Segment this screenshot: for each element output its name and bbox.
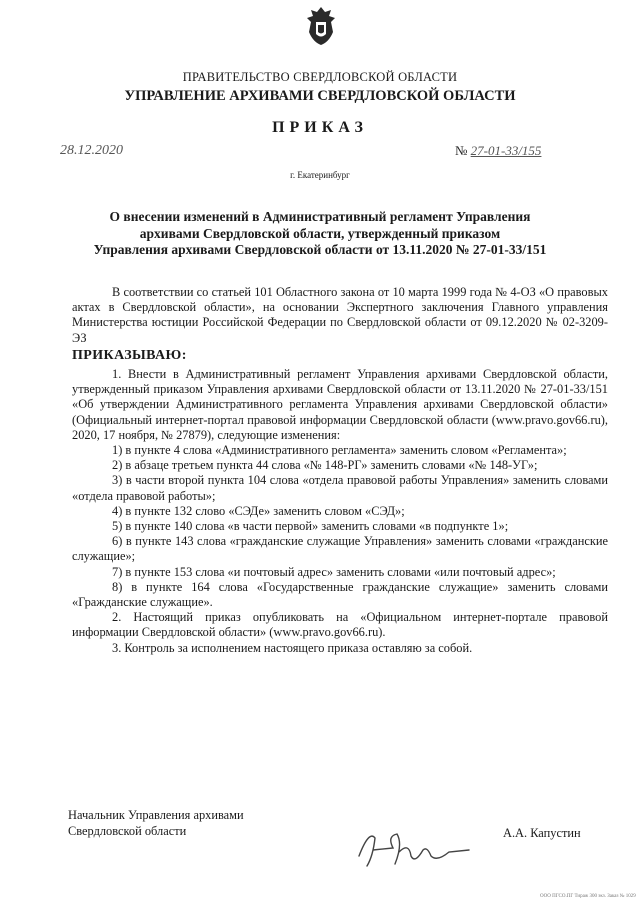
order-date: 28.12.2020 [60, 143, 123, 158]
position-line: Начальник Управления архивами [68, 808, 244, 822]
order-item: 8) в пункте 164 слова «Государственные гражданские служащие» заменить словами «Гражданские служащие». [72, 579, 608, 610]
order-items [72, 367, 608, 656]
government-name: ПРАВИТЕЛЬСТВО СВЕРДЛОВСКОЙ ОБЛАСТИ [182, 70, 458, 84]
order-item: 3. Контроль за исполнением настоящего приказа оставляю за собой. [112, 640, 473, 655]
handwritten-signature [353, 826, 475, 874]
order-item: 1. Внести в Административный регламент Управления архивами Свердловской области, утвержденный приказом Управления архивами Свердловской области от 13.11.2020 № 27-01-33/151 «Об утверждении Административного регламента Управления архивами Свердловской области» (Официальный интернет-портал правовой информации Свердловской области (www.pravo.gov66.ru), 2020, 17 ноября, № 27879), следующие изменения: [72, 367, 608, 442]
order-word: ПРИКАЗЫВАЮ: [72, 348, 187, 363]
order-item: 7) в пункте 153 слова «и почтовый адрес» заменить словами «или почтовый адрес»; [112, 564, 556, 579]
number-value: 27-01-33/155 [470, 143, 542, 158]
order-item: 2. Настоящий приказ опубликовать на «Официальном интернет-портале правовой информации Свердловской области» (www.pravo.gov66.ru). [72, 610, 608, 640]
order-item: 1) в пункте 4 слова «Административного регламента» заменить словом «Регламента»; [112, 443, 567, 458]
number-label: № [455, 143, 468, 158]
order-number [455, 143, 541, 159]
department-name: УПРАВЛЕНИЕ АРХИВАМИ СВЕРДЛОВСКОЙ ОБЛАСТИ [124, 88, 516, 104]
print-footer: ООО ПГСО.ПГ Тираж 300 экз. Заказ № 1029 [540, 894, 636, 899]
signatory-position [68, 807, 244, 839]
heading-line: О внесении изменений в Административный регламент Управления [109, 209, 531, 224]
coat-of-arms-icon [305, 6, 337, 46]
document-type: ПРИКАЗ [272, 119, 368, 136]
order-item: 4) в пункте 132 слово «СЭДе» заменить словом «СЭД»; [112, 503, 405, 518]
order-item: 6) в пункте 143 слова «гражданские служащие Управления» заменить словами «гражданские служащие»; [72, 534, 608, 564]
preamble: В соответствии со статьей 101 Областного закона от 10 марта 1999 года № 4-ОЗ «О правовых актах в Свердловской области», на основании Экспертного заключения Главного управления Министерства юстиции Российской Федерации по Свердловской области от 09.12.2020 № 02-3209-ЭЗ [72, 285, 608, 345]
city: г. Екатеринбург [290, 170, 350, 180]
signatory-name: А.А. Капустин [503, 826, 581, 840]
order-heading [70, 209, 570, 259]
order-item: 2) в абзаце третьем пункта 44 слова «№ 148-РГ» заменить словами «№ 148-УГ»; [112, 458, 538, 473]
heading-line: архивами Свердловской области, утвержденный приказом [139, 225, 501, 241]
order-item: 5) в пункте 140 слова «в части первой» заменить словами «в подпункте 1»; [112, 519, 509, 534]
order-item: 3) в части второй пункта 104 слова «отдела правовой работы Управления» заменить словами «отдела правовой работы»; [72, 473, 608, 503]
heading-line: Управления архивами Свердловской области от 13.11.2020 № 27-01-33/151 [93, 242, 547, 257]
position-line: Свердловской области [68, 824, 187, 838]
